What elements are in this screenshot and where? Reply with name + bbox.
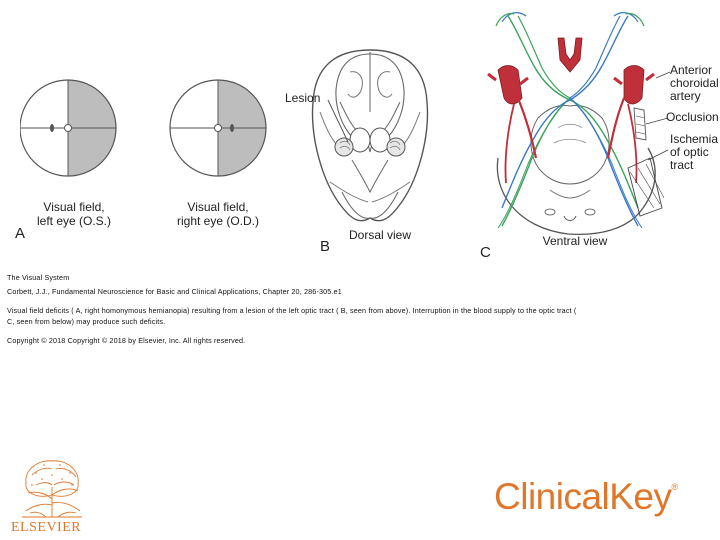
elsevier-wordmark: ELSEVIER xyxy=(11,520,82,535)
anterior-label-line-3: artery xyxy=(670,89,701,103)
ischemia-label xyxy=(670,133,718,172)
caption-title: The Visual System xyxy=(7,273,70,282)
left-eye-caption-line-1: Visual field, xyxy=(43,200,105,214)
panel-letter-c: C xyxy=(480,244,491,261)
clinicalkey-wordmark: ClinicalKey xyxy=(494,476,672,517)
panel-letter-a: A xyxy=(15,225,26,242)
anterior-choroidal-artery-label xyxy=(670,64,719,103)
anterior-label-line-2: choroidal xyxy=(670,76,719,90)
lesion-label: Lesion xyxy=(285,91,321,105)
anterior-label-line-1: Anterior xyxy=(670,63,713,77)
right-eye-visual-field xyxy=(170,80,266,176)
clinicalkey-logo xyxy=(494,476,678,518)
occlusion-label: Occlusion xyxy=(666,110,719,124)
caption-block xyxy=(7,272,712,346)
caption-copyright: Copyright © 2018 Copyright © 2018 by Elsevier, Inc. All rights reserved. xyxy=(7,336,246,345)
left-eye-visual-field xyxy=(20,80,116,176)
ventral-view-label: Ventral view xyxy=(542,234,608,248)
panel-letter-b: B xyxy=(320,238,331,255)
dorsal-view-label: Dorsal view xyxy=(348,228,411,242)
right-eye-caption-line-1: Visual field, xyxy=(187,200,249,214)
left-eye-caption-line-2: left eye (O.S.) xyxy=(36,214,112,228)
caption-citation: Corbett, J.J., Fundamental Neuroscience for Basic and Clinical Applications, Chapter 20, 286-305.e1 xyxy=(7,287,342,296)
caption-description-line-2: C, seen from below) may produce such deficits. xyxy=(7,317,166,326)
registered-mark: ® xyxy=(671,482,679,492)
ischemia-label-line-3: tract xyxy=(670,158,694,172)
elsevier-tree-logo xyxy=(16,455,88,521)
ventral-brain-diagram xyxy=(478,8,678,240)
left-eye-caption xyxy=(14,200,134,228)
right-eye-caption xyxy=(158,200,278,228)
dorsal-brain-diagram xyxy=(280,42,460,227)
ischemia-label-line-2: of optic xyxy=(670,145,709,159)
caption-description-line-1: Visual field deficits ( A, right homonymous hemianopia) resulting from a lesion of the left optic tract ( B, seen from above). Interruption in the blood supply to the optic tract ( xyxy=(7,306,577,315)
visual-field-diagrams xyxy=(20,70,290,185)
ischemia-label-line-1: Ischemia xyxy=(670,132,719,146)
right-eye-caption-line-2: right eye (O.D.) xyxy=(176,214,260,228)
